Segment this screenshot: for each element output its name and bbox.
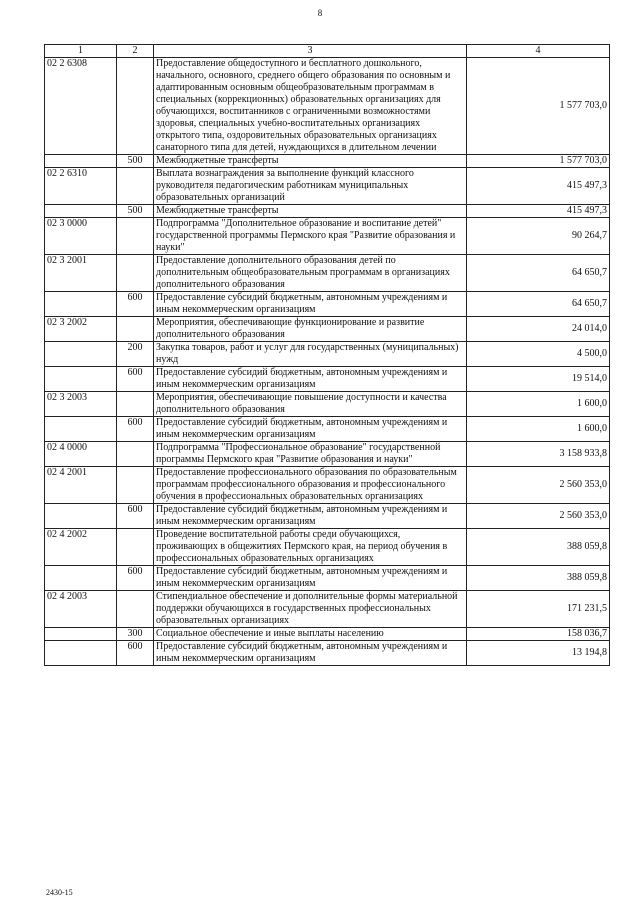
- description-cell: Предоставление субсидий бюджетным, автономным учреждениям и иным некоммерческим организациям: [154, 641, 467, 666]
- amount-cell: 171 231,5: [467, 591, 610, 628]
- amount-cell: 415 497,3: [467, 205, 610, 218]
- amount-cell: 1 577 703,0: [467, 58, 610, 155]
- amount-cell: 24 014,0: [467, 317, 610, 342]
- code-cell: [45, 155, 117, 168]
- description-cell: Подпрограмма "Дополнительное образование и воспитание детей" государственной программы Пермского края "Развитие образования и науки": [154, 218, 467, 255]
- amount-cell: 2 560 353,0: [467, 467, 610, 504]
- expense-type-cell: 600: [117, 504, 154, 529]
- code-cell: [45, 641, 117, 666]
- amount-cell: 158 036,7: [467, 628, 610, 641]
- amount-cell: 19 514,0: [467, 367, 610, 392]
- expense-type-cell: 200: [117, 342, 154, 367]
- table-row: [45, 504, 610, 529]
- amount-cell: 415 497,3: [467, 168, 610, 205]
- description-cell: Межбюджетные трансферты: [154, 205, 467, 218]
- header-col-3: 3: [154, 45, 467, 58]
- expense-type-cell: [117, 168, 154, 205]
- description-cell: Предоставление субсидий бюджетным, автономным учреждениям и иным некоммерческим организациям: [154, 417, 467, 442]
- table-row: [45, 168, 610, 205]
- code-cell: [45, 628, 117, 641]
- table-row: [45, 342, 610, 367]
- code-cell: [45, 205, 117, 218]
- amount-cell: 388 059,8: [467, 566, 610, 591]
- description-cell: Предоставление дополнительного образования детей по дополнительным общеобразовательным программам в организациях дополнительного образования: [154, 255, 467, 292]
- description-cell: Подпрограмма "Профессиональное образование" государственной программы Пермского края "Развитие образования и науки": [154, 442, 467, 467]
- table-row: [45, 641, 610, 666]
- expense-type-cell: 500: [117, 205, 154, 218]
- expense-type-cell: [117, 467, 154, 504]
- code-cell: 02 3 0000: [45, 218, 117, 255]
- expense-type-cell: [117, 255, 154, 292]
- table-row: [45, 417, 610, 442]
- description-cell: Социальное обеспечение и иные выплаты населению: [154, 628, 467, 641]
- code-cell: 02 4 2003: [45, 591, 117, 628]
- table-row: [45, 392, 610, 417]
- table-row: [45, 292, 610, 317]
- code-cell: 02 3 2003: [45, 392, 117, 417]
- code-cell: [45, 504, 117, 529]
- amount-cell: 388 059,8: [467, 529, 610, 566]
- description-cell: Мероприятия, обеспечивающие функционирование и развитие дополнительного образования: [154, 317, 467, 342]
- expense-type-cell: [117, 317, 154, 342]
- code-cell: 02 4 2002: [45, 529, 117, 566]
- expense-type-cell: [117, 218, 154, 255]
- description-cell: Проведение воспитательной работы среди обучающихся, проживающих в общежитиях Пермского края, на период обучения в профессиональных образовательных организациях: [154, 529, 467, 566]
- table-row: [45, 628, 610, 641]
- description-cell: Предоставление субсидий бюджетным, автономным учреждениям и иным некоммерческим организациям: [154, 566, 467, 591]
- code-cell: [45, 417, 117, 442]
- description-cell: Мероприятия, обеспечивающие повышение доступности и качества дополнительного образования: [154, 392, 467, 417]
- table-row: [45, 155, 610, 168]
- table-row: [45, 591, 610, 628]
- header-col-4: 4: [467, 45, 610, 58]
- code-cell: 02 4 0000: [45, 442, 117, 467]
- code-cell: [45, 292, 117, 317]
- amount-cell: 64 650,7: [467, 255, 610, 292]
- amount-cell: 64 650,7: [467, 292, 610, 317]
- expense-type-cell: 500: [117, 155, 154, 168]
- amount-cell: 90 264,7: [467, 218, 610, 255]
- expense-type-cell: [117, 58, 154, 155]
- code-cell: [45, 367, 117, 392]
- code-cell: 02 2 6308: [45, 58, 117, 155]
- description-cell: Предоставление субсидий бюджетным, автономным учреждениям и иным некоммерческим организациям: [154, 504, 467, 529]
- expense-type-cell: 600: [117, 641, 154, 666]
- expense-type-cell: 600: [117, 417, 154, 442]
- table-row: [45, 218, 610, 255]
- description-cell: Предоставление профессионального образования по образовательным программам профессионального образования и профессионального обучения в профессиональных образовательных организациях: [154, 467, 467, 504]
- amount-cell: 1 600,0: [467, 392, 610, 417]
- table-row: [45, 442, 610, 467]
- code-cell: 02 2 6310: [45, 168, 117, 205]
- header-col-2: 2: [117, 45, 154, 58]
- description-cell: Предоставление общедоступного и бесплатного дошкольного, начального, основного, среднего общего образования по основным и адаптированным основным общеобразовательным программам в специальных (коррекционных) образовательных организациях для обучающихся, воспитанников с ограниченными возможностями здоровья, специальных учебно-воспитательных организациях открытого типа, оздоровительных образовательных организациях санаторного типа для детей, нуждающихся в длительном лечении: [154, 58, 467, 155]
- amount-cell: 4 500,0: [467, 342, 610, 367]
- code-cell: [45, 342, 117, 367]
- document-code: 2430-15: [46, 888, 73, 897]
- table-row: [45, 205, 610, 218]
- expense-type-cell: [117, 529, 154, 566]
- amount-cell: 3 158 933,8: [467, 442, 610, 467]
- description-cell: Предоставление субсидий бюджетным, автономным учреждениям и иным некоммерческим организациям: [154, 367, 467, 392]
- description-cell: Стипендиальное обеспечение и дополнительные формы материальной поддержки обучающихся в государственных профессиональных образовательных организациях: [154, 591, 467, 628]
- table-row: [45, 566, 610, 591]
- table-row: [45, 529, 610, 566]
- amount-cell: 13 194,8: [467, 641, 610, 666]
- table-row: [45, 467, 610, 504]
- expense-type-cell: [117, 442, 154, 467]
- amount-cell: 2 560 353,0: [467, 504, 610, 529]
- code-cell: 02 4 2001: [45, 467, 117, 504]
- expense-type-cell: 300: [117, 628, 154, 641]
- code-cell: 02 3 2001: [45, 255, 117, 292]
- expense-type-cell: [117, 591, 154, 628]
- table-row: [45, 255, 610, 292]
- header-col-1: 1: [45, 45, 117, 58]
- expense-type-cell: 600: [117, 566, 154, 591]
- table-header-row: [45, 45, 610, 58]
- table-row: [45, 367, 610, 392]
- expense-type-cell: [117, 392, 154, 417]
- description-cell: Закупка товаров, работ и услуг для государственных (муниципальных) нужд: [154, 342, 467, 367]
- table-row: [45, 58, 610, 155]
- description-cell: Предоставление субсидий бюджетным, автономным учреждениям и иным некоммерческим организациям: [154, 292, 467, 317]
- amount-cell: 1 577 703,0: [467, 155, 610, 168]
- code-cell: 02 3 2002: [45, 317, 117, 342]
- description-cell: Межбюджетные трансферты: [154, 155, 467, 168]
- expense-type-cell: 600: [117, 292, 154, 317]
- description-cell: Выплата вознаграждения за выполнение функций классного руководителя педагогическим работникам муниципальных образовательных организаций: [154, 168, 467, 205]
- expense-type-cell: 600: [117, 367, 154, 392]
- code-cell: [45, 566, 117, 591]
- page-number: 8: [317, 8, 323, 18]
- amount-cell: 1 600,0: [467, 417, 610, 442]
- budget-table: [44, 44, 610, 666]
- table-row: [45, 317, 610, 342]
